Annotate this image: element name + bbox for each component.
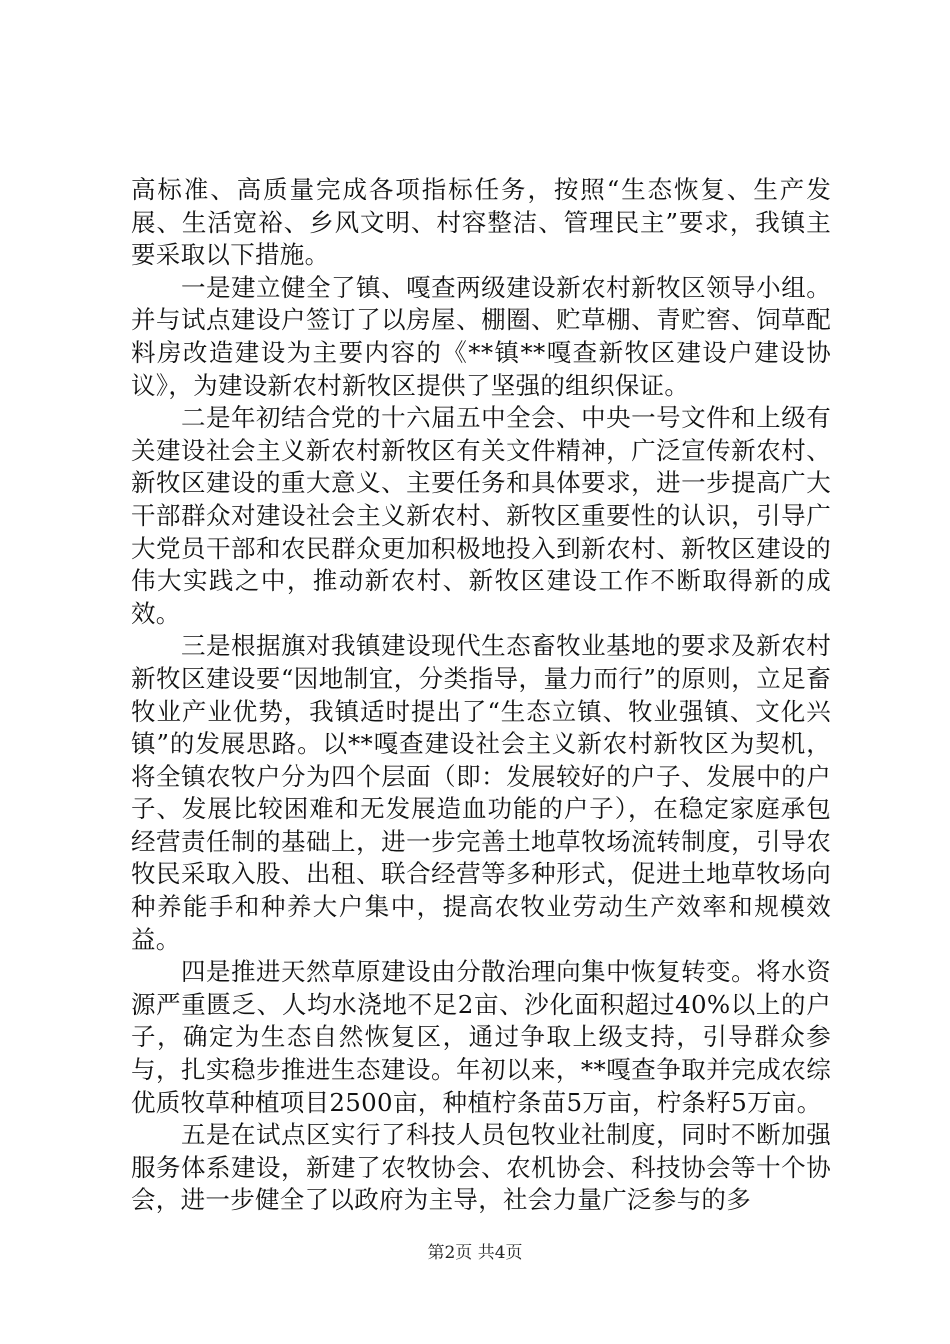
paragraph-3: 三是根据旗对我镇建设现代生态畜牧业基地的要求及新农村新牧区建设要“因地制宜，分类指导，量力而行”的原则，立足畜牧业产业优势，我镇适时提出了“生态立镇、牧业强镇、文化兴镇”的发展思路。以**嘎查建设社会主义新农村新牧区为契机，将全镇农牧户分为四个层面（即：发展较好的户子、发展中的户子、发展比较困难和无发展造血功能的户子），在稳定家庭承包经营责任制的基础上，进一步完善土地草牧场流转制度，引导农牧民采取入股、出租、联合经营等多种形式，促进土地草牧场向种养能手和种养大户集中，提高农牧业劳动生产效率和规模效益。 — [131, 631, 831, 954]
paragraph-4: 四是推进天然草原建设由分散治理向集中恢复转变。将水资源严重匮乏、人均水浇地不足2亩、沙化面积超过40%以上的户子，确定为生态自然恢复区，通过争取上级支持，引导群众参与，扎实稳步推进生态建设。年初以来，**嘎查争取并完成农综优质牧草种植项目2500亩，种植柠条苗5万亩，柠条籽5万亩。 — [131, 957, 831, 1117]
paragraph-continuation: 高标准、高质量完成各项指标任务，按照“生态恢复、生产发展、生活宽裕、乡风文明、村容整洁、管理民主”要求，我镇主要采取以下措施。 — [131, 175, 832, 270]
paragraph-2: 二是年初结合党的十六届五中全会、中央一号文件和上级有关建设社会主义新农村新牧区有关文件精神，广泛宣传新农村、新牧区建设的重大意义、主要任务和具体要求，进一步提高广大干部群众对建设社会主义新农村、新牧区重要性的认识，引导广大党员干部和农民群众更加积极地投入到新农村、新牧区建设的伟大实践之中，推动新农村、新牧区建设工作不断取得新的成效。 — [131, 403, 831, 628]
body-text — [131, 174, 831, 1217]
paragraph-5: 五是在试点区实行了科技人员包牧业社制度，同时不断加强服务体系建设，新建了农牧协会、农机协会、科技协会等十个协会，进一步健全了以政府为主导，社会力量广泛参与的多 — [131, 1120, 831, 1215]
paragraph-1: 一是建立健全了镇、嘎查两级建设新农村新牧区领导小组。并与试点建设户签订了以房屋、棚圈、贮草棚、青贮窖、饲草配料房改造建设为主要内容的《**镇**嘎查新牧区建设户建设协议》，为建设新农村新牧区提供了坚强的组织保证。 — [131, 272, 831, 400]
page-number-footer: 第2页 共4页 — [427, 1243, 523, 1263]
